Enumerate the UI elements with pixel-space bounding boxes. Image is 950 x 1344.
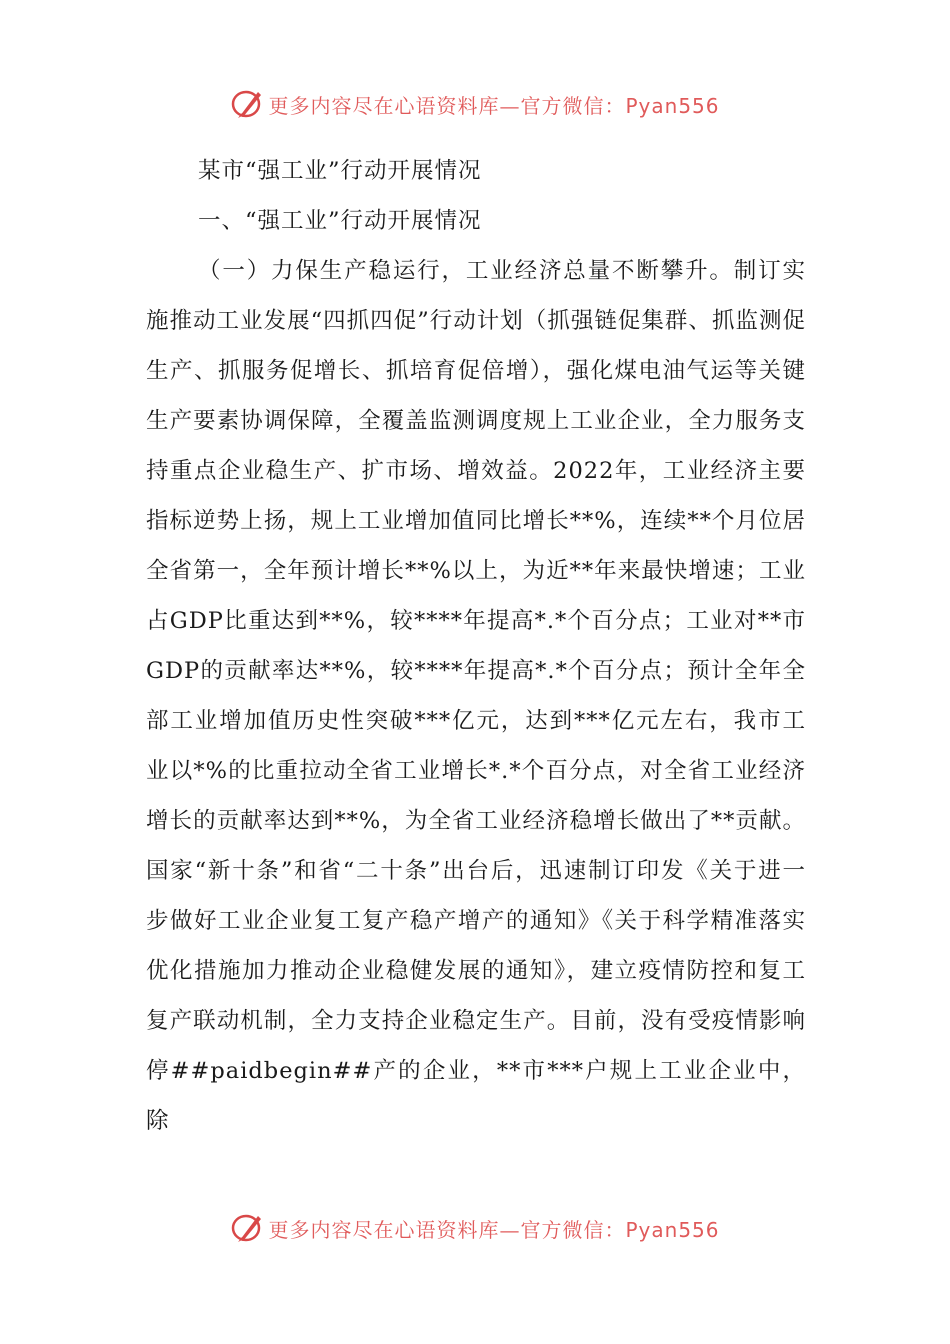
watermark-text: 更多内容尽在心语资料库—官方微信：Pyan556 (268, 1217, 720, 1242)
footer-watermark-banner (0, 1208, 950, 1248)
body-paragraph: （一）力保生产稳运行，工业经济总量不断攀升。制订实施推动工业发展“四抓四促”行动计划（抓强链促集群、抓监测促生产、抓服务促增长、抓培育促倍增），强化煤电油气运等关键生产要素协调保障，全覆盖监测调度规上工业企业，全力服务支持重点企业稳生产、扩市场、增效益。2022年，工业经济主要指标逆势上扬，规上工业增加值同比增长**%，连续**个月位居全省第一，全年预计增长**%以上，为近**年来最快增速；工业占GDP比重达到**%，较****年提高*.*个百分点；工业对**市GDP的贡献率达**%，较****年提高*.*个百分点；预计全年全部工业增加值历史性突破***亿元，达到***亿元左右，我市工业以*%的比重拉动全省工业增长*.*个百分点，对全省工业经济增长的贡献率达到**%，为全省工业经济稳增长做出了**贡献。国家“新十条”和省“二十条”出台后，迅速制订印发《关于进一步做好工业企业复工复产稳产增产的通知》《关于科学精准落实优化措施加力推动企业稳健发展的通知》，建立疫情防控和复工复产联动机制，全力支持企业稳定生产。目前，没有受疫情影响停##paidbegin##产的企业，**市***户规上工业企业中，除 (146, 258, 806, 1134)
header-watermark-banner (0, 84, 950, 124)
document-title: 某市“强工业”行动开展情况 (198, 158, 482, 184)
watermark-text: 更多内容尽在心语资料库—官方微信：Pyan556 (268, 93, 720, 118)
quill-pen-logo-icon (230, 86, 266, 122)
document-body (146, 146, 806, 1146)
section-heading: 一、“强工业”行动开展情况 (198, 208, 482, 234)
quill-pen-logo-icon (230, 1210, 266, 1246)
